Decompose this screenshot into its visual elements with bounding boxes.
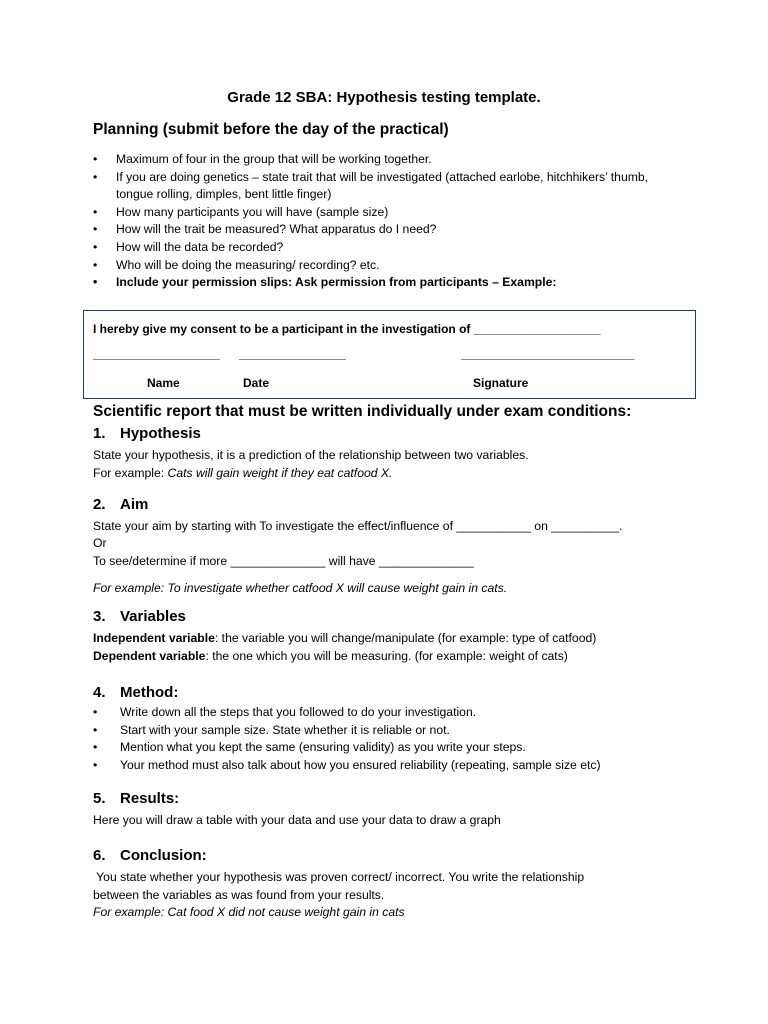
results-heading xyxy=(93,790,179,807)
section-number: 4. xyxy=(93,684,106,701)
section-number: 3. xyxy=(93,608,106,625)
aim-description: State your aim by starting with To investigate the effect/influence of ___________ on __________. xyxy=(93,519,623,533)
section-title: Aim xyxy=(120,496,149,513)
conclusion-example: For example: Cat food X did not cause weight gain in cats xyxy=(93,905,405,919)
list-item xyxy=(93,239,673,257)
dependent-variable-text: : the one which you will be measuring. (for example: weight of cats) xyxy=(205,649,568,663)
list-item xyxy=(93,204,673,222)
report-heading: Scientific report that must be written individually under exam conditions: xyxy=(93,403,632,420)
section-number: 6. xyxy=(93,847,106,864)
list-item-text: Maximum of four in the group that will be working together. xyxy=(116,152,432,166)
bullet-icon: • xyxy=(93,239,98,254)
list-item xyxy=(93,151,673,169)
list-item-text: Mention what you kept the same (ensuring validity) as you write your steps. xyxy=(120,740,526,755)
method-bullet-list xyxy=(93,704,683,774)
list-item-text: How will the trait be measured? What apparatus do I need? xyxy=(116,222,437,237)
dependent-variable-line xyxy=(93,647,683,665)
list-item-text: Include your permission slips: Ask permission from participants – Example: xyxy=(116,275,557,290)
list-item-text: Your method must also talk about how you ensured reliability (repeating, sample size etc) xyxy=(120,757,601,772)
conclusion-heading xyxy=(93,847,207,864)
date-blank-line: ________________ xyxy=(239,347,346,361)
bullet-icon: • xyxy=(93,204,98,219)
list-item xyxy=(93,274,673,292)
hypothesis-heading xyxy=(93,425,201,442)
bullet-icon: • xyxy=(93,705,98,719)
planning-heading: Planning (submit before the day of the practical) xyxy=(93,121,449,138)
list-item xyxy=(93,757,683,775)
list-item-text: Who will be doing the measuring/ recording? etc. xyxy=(116,257,380,272)
list-item xyxy=(93,739,683,757)
list-item xyxy=(93,221,673,239)
list-item-text: How will the data be recorded? xyxy=(116,239,284,254)
results-description: Here you will draw a table with your data and use your data to draw a graph xyxy=(93,813,501,827)
bullet-icon: • xyxy=(93,169,98,184)
list-item-text: Write down all the steps that you followed to do your investigation. xyxy=(120,705,477,719)
dependent-variable-label: Dependent variable xyxy=(93,649,206,663)
list-item xyxy=(93,704,683,722)
hypothesis-example xyxy=(93,464,683,482)
list-item xyxy=(93,169,673,204)
section-number: 1. xyxy=(93,425,106,442)
list-item xyxy=(93,722,683,740)
section-title: Hypothesis xyxy=(120,425,201,442)
method-heading xyxy=(93,684,178,701)
consent-statement: I hereby give my consent to be a participant in the investigation of ___________________ xyxy=(93,322,601,336)
name-label: Name xyxy=(147,376,180,390)
bullet-icon: • xyxy=(93,257,98,272)
bullet-icon: • xyxy=(93,740,98,755)
bullet-icon: • xyxy=(93,757,98,772)
bullet-icon: • xyxy=(93,152,98,166)
hypothesis-description: State your hypothesis, it is a prediction of the relationship between two variables. xyxy=(93,448,529,462)
section-number: 5. xyxy=(93,790,106,807)
bullet-icon: • xyxy=(93,275,98,290)
list-item-text: How many participants you will have (sample size) xyxy=(116,204,389,219)
section-title: Variables xyxy=(120,608,186,625)
aim-or: Or xyxy=(93,536,107,550)
list-item xyxy=(93,257,673,275)
signature-blank-line: __________________________ xyxy=(461,347,635,361)
independent-variable-label: Independent variable xyxy=(93,631,215,645)
conclusion-description-line2: between the variables as was found from your results. xyxy=(93,888,385,902)
name-blank-line: ___________________ xyxy=(93,347,220,361)
variables-heading xyxy=(93,608,186,625)
independent-variable-text: : the variable you will change/manipulate (for example: type of catfood) xyxy=(214,631,597,645)
bullet-icon: • xyxy=(93,722,98,737)
aim-alternative: To see/determine if more ______________ will have ______________ xyxy=(93,554,474,568)
aim-example: For example: To investigate whether catfood X will cause weight gain in cats. xyxy=(93,581,508,595)
section-title: Results: xyxy=(120,790,180,807)
list-item-text: If you are doing genetics – state trait that will be investigated (attached earlobe, hitchhikers’ thumb, tongue rolling, dimples, bent little finger) xyxy=(116,169,649,202)
section-title: Method: xyxy=(120,684,179,701)
bullet-icon: • xyxy=(93,222,98,237)
document-title: Grade 12 SBA: Hypothesis testing template. xyxy=(227,89,541,106)
example-text: Cats will gain weight if they eat catfood X. xyxy=(167,466,393,480)
conclusion-description-line1: You state whether your hypothesis was proven correct/ incorrect. You write the relationship xyxy=(93,870,585,884)
aim-heading xyxy=(93,496,148,513)
section-title: Conclusion: xyxy=(120,847,207,864)
list-item-text: Start with your sample size. State whether it is reliable or not. xyxy=(120,722,450,737)
independent-variable-line xyxy=(93,629,683,647)
example-prefix: For example: xyxy=(93,466,168,480)
date-label: Date xyxy=(243,376,270,390)
consent-box xyxy=(83,310,696,399)
signature-label: Signature xyxy=(473,376,529,390)
section-number: 2. xyxy=(93,496,106,513)
planning-bullet-list xyxy=(93,151,673,292)
